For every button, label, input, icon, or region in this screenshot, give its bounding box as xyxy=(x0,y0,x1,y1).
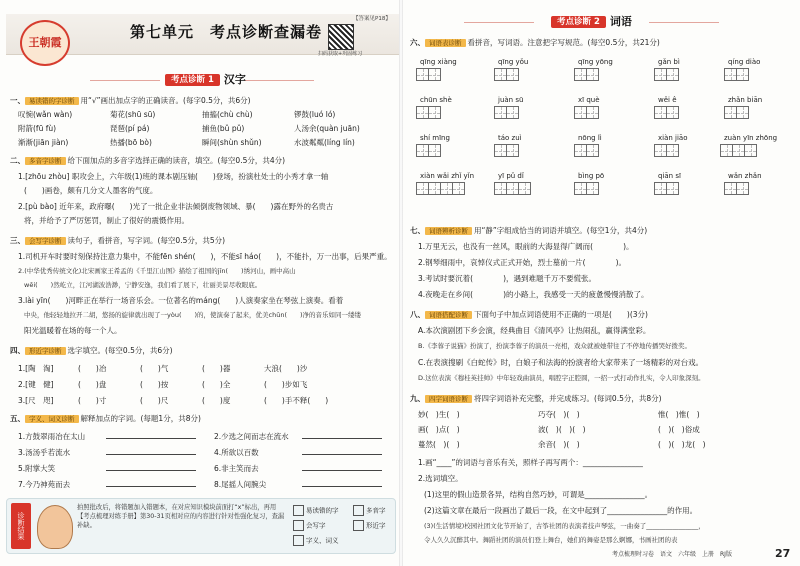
pinyin-label: juàn sū xyxy=(498,96,524,104)
q4-blank[interactable]: ( )按 xyxy=(140,380,169,389)
question-8: 八、 词语搭配诊断 下面句子中加点词语使用不正确的一项是( )(3分) xyxy=(410,310,648,319)
q5-item[interactable]: 4.所欲以百数 xyxy=(214,448,382,457)
q4-blank[interactable]: ( )盘 xyxy=(78,380,107,389)
pinyin-label: qíng diào xyxy=(728,58,761,66)
writing-box[interactable] xyxy=(655,182,679,195)
qr-code-icon[interactable] xyxy=(328,24,354,50)
q3-tag: 会写字诊断 xyxy=(25,237,66,245)
pinyin-label: xī què xyxy=(578,96,600,104)
writing-box[interactable] xyxy=(575,144,599,157)
q1-item[interactable]: 人汤余(quàn juān) xyxy=(294,124,360,133)
writing-box[interactable] xyxy=(417,106,441,119)
logo-text: 王朝霞 xyxy=(28,36,62,50)
q7-item[interactable]: 4.夜晚走在乡间( )的小路上，我感受一天的疲惫慢慢消散了。 xyxy=(418,290,649,299)
writing-box[interactable] xyxy=(495,144,519,157)
q9-text: 将四字词语补充完整，并完成练习。(每词0.5分，共8分) xyxy=(474,394,662,403)
q8-option[interactable]: C.在表演搜刷《白蛇传》时，白娘子和法海的扮演者给大家带来了一场精彩的对台戏。 xyxy=(418,358,704,367)
writing-box[interactable] xyxy=(495,106,519,119)
q7-text: 用“静”字组成恰当的词语并填空。(每空1分，共4分) xyxy=(474,226,648,235)
writing-box[interactable] xyxy=(417,182,465,195)
q3-line[interactable]: 1.司机开车时要时刻保持注意力集中，不能fēn shén( )，不能sī háo( )，不能扑，万一出事，后果严重。 xyxy=(18,252,392,261)
q1-item[interactable]: 瞬间(shùn shǔn) xyxy=(202,138,262,147)
q9-sub: 2.选词填空。 xyxy=(418,474,463,483)
q4-blank[interactable]: ( )全 xyxy=(202,380,231,389)
q6-text: 看拼音，写词语。注意把字写规范。(每空0.5分，共21分) xyxy=(467,38,660,47)
pinyin-label: gǎn bì xyxy=(658,58,680,66)
student-avatar-icon xyxy=(37,505,73,549)
writing-box[interactable] xyxy=(655,68,679,81)
q4-choices: 3.[尺 咫] xyxy=(18,396,54,405)
writing-box[interactable] xyxy=(495,182,531,195)
section-divider xyxy=(464,22,534,23)
pinyin-label: wǎn zhǎn xyxy=(728,172,762,180)
q4-blank[interactable]: ( )气 xyxy=(140,364,169,373)
q3-text: 读句子，看拼音，写字词。(每空0.5分，共5分) xyxy=(67,236,226,245)
writing-cell[interactable] xyxy=(586,68,599,81)
q9-row xyxy=(418,410,700,419)
answer-page-tag: 【答案见P18】 xyxy=(353,16,391,22)
writing-cell[interactable] xyxy=(506,106,519,119)
q4-row xyxy=(18,396,328,405)
pinyin-label: xiàn wǎi zhǐ yǐn xyxy=(420,172,475,180)
pinyin-label: zuàn yīn zhōng xyxy=(724,134,778,142)
section-divider xyxy=(90,80,160,81)
q5-item[interactable]: 2.少选之间而志在流水 xyxy=(214,432,382,441)
pinyin-label: xiàn jiāo xyxy=(658,134,688,142)
writing-cell[interactable] xyxy=(428,144,441,157)
writing-cell[interactable] xyxy=(518,182,531,195)
writing-cell[interactable] xyxy=(428,106,441,119)
writing-cell[interactable] xyxy=(506,68,519,81)
q9-sub[interactable]: (1)这里的假山造景各异，结构自然巧妙，可谓是________________。 xyxy=(424,490,653,499)
q6-tag: 词语表诊断 xyxy=(425,39,466,47)
q2-tag: 多音字诊断 xyxy=(25,157,66,165)
q7-item[interactable]: 2.钢琴细雨中，哀悼仪式正式开始，烈士墓前一片( )。 xyxy=(418,258,627,267)
writing-cell[interactable] xyxy=(586,144,599,157)
q1-row xyxy=(18,124,360,133)
writing-cell[interactable] xyxy=(736,106,749,119)
pinyin-label: táo zuì xyxy=(498,134,522,142)
idiom-blank[interactable]: 妙( )生( ) xyxy=(418,410,460,419)
section-divider xyxy=(244,80,314,81)
checkbox-icon xyxy=(293,520,304,531)
right-page xyxy=(404,0,798,566)
idiom-blank[interactable]: 波( )( )( ) xyxy=(538,425,586,434)
q9-sub[interactable]: (2)这篇文章在最后一段画出了最后一段，在文中起到了________________的作用。 xyxy=(424,506,698,515)
section2-pill: 考点诊断 2 xyxy=(551,16,606,29)
pinyin-label: shí mīng xyxy=(420,134,450,142)
idiom-blank[interactable]: 惟( )惟( ) xyxy=(658,410,700,419)
tip-text: 拍照批改后，将错题加入错题本，在对应知识模块前面打“x”标出，再用【考点梳理对练手册】第30-31页相对应的内容进行针对性强化复习，查漏补缺。 xyxy=(77,504,285,530)
q1-row xyxy=(18,110,335,119)
question-1: 一、 易读错的字诊断 用“√”画出加点字的正确读音。(每字0.5分，共6分) xyxy=(10,96,251,105)
pinyin-label: wěi ê xyxy=(658,96,677,104)
q3-line[interactable]: 中央，他轻轻地拉开二胡，悠扬的旋律就出现了一yòu( )的，使演奏了起来，优美chūn( )净的音乐如同一缕缕 xyxy=(24,311,362,319)
writing-box[interactable] xyxy=(495,68,519,81)
idiom-blank[interactable]: ( )( )俗成 xyxy=(658,425,700,434)
question-2: 二、 多音字诊断 给下面加点的多音字选择正确的读音，填空。(每空0.5分，共4分) xyxy=(10,156,286,165)
check-item[interactable]: 会写字 xyxy=(293,520,326,531)
q4-blank[interactable]: ( )器 xyxy=(202,364,231,373)
writing-cell[interactable] xyxy=(666,106,679,119)
writing-cell[interactable] xyxy=(506,144,519,157)
section1-pill: 考点诊断 1 xyxy=(165,74,220,87)
pinyin-label: bìng pō xyxy=(578,172,605,180)
writing-box[interactable] xyxy=(575,106,599,119)
q3-line: 阳光温暖着在场的每一个人。 xyxy=(24,326,122,335)
q4-blank[interactable]: ( )度 xyxy=(202,396,231,405)
pinyin-label: qīng xiàng xyxy=(420,58,457,66)
writing-cell[interactable] xyxy=(744,144,757,157)
question-3: 三、 会写字诊断 读句子，看拼音，写字词。(每空0.5分，共5分) xyxy=(10,236,226,245)
pinyin-label: qīng yǒu xyxy=(498,58,529,66)
q9-sub[interactable]: (3)(生活情境)校园社团文化节开始了，古筝社团的表演者技声琴弦，一曲奏了________________， xyxy=(424,522,705,530)
q3-line[interactable]: 3.lài yīn( )河畔正在举行一场音乐会。一位著名的máng( )人演奏家坐在琴弦上演奏。看着 xyxy=(18,296,344,305)
q5-item[interactable]: 6.非主笑而去 xyxy=(214,464,382,473)
q9-tag: 四字词语诊断 xyxy=(425,395,472,403)
section1-header xyxy=(165,73,246,87)
writing-cell[interactable] xyxy=(428,68,441,81)
q2-line[interactable]: 2.[pù bào] 近年来，政府曝( )光了一批企业非法倾倒废物领域、暴( )露在野外的名贵古 xyxy=(18,202,334,211)
writing-box[interactable] xyxy=(655,144,679,157)
writing-cell[interactable] xyxy=(736,68,749,81)
writing-cell[interactable] xyxy=(666,182,679,195)
title-bar xyxy=(6,14,400,55)
writing-box[interactable] xyxy=(417,144,441,157)
q4-blank[interactable]: ( )步如飞 xyxy=(264,380,308,389)
q2-line[interactable]: ( )画卷，颇有几分文人墨客的气度。 xyxy=(24,186,158,195)
writing-cell[interactable] xyxy=(736,182,749,195)
q8-text: 下面句子中加点词语使用不正确的一项是( )(3分) xyxy=(474,310,648,319)
q1-tag: 易读错的字诊断 xyxy=(25,97,79,105)
q5-item[interactable]: 3.汤汤乎若流水 xyxy=(18,448,196,457)
checkbox-icon xyxy=(293,505,304,516)
pinyin-label: qiān sī xyxy=(658,172,681,180)
q8-option[interactable]: A.本次演剧团下乡会演，经典曲目《清风亭》让热闹乱，赢得满堂彩。 xyxy=(418,326,651,335)
q4-blank[interactable]: 大浪( )沙 xyxy=(264,364,308,373)
checkbox-icon xyxy=(293,535,304,546)
diagnosis-tip-box xyxy=(6,498,396,554)
diagnosis-badge: 诊断结果 xyxy=(11,503,31,549)
q1-item[interactable]: 菊花(shū sū) xyxy=(110,110,156,119)
section2-header xyxy=(551,15,632,29)
q5-text: 解释加点的字词。(每题1分，共8分) xyxy=(80,414,201,423)
q4-blank[interactable]: ( )手不释( ) xyxy=(264,396,329,405)
idiom-blank[interactable]: ( )( )龙( ) xyxy=(658,440,706,449)
writing-cell[interactable] xyxy=(586,106,599,119)
pinyin-label: zhǎn biān xyxy=(728,96,763,104)
writing-box[interactable] xyxy=(721,144,757,157)
q2-line[interactable]: 1.[zhōu zhòu] 职攻会上，六年级(1)班的课本剧压轴( )登场，扮演杜处士的小秀才拿一轴 xyxy=(18,172,329,181)
writing-cell[interactable] xyxy=(666,144,679,157)
idiom-blank[interactable]: 巧夺( )( ) xyxy=(538,410,580,419)
q5-item[interactable]: 8.尾摇人间腕尖 xyxy=(214,480,382,489)
q8-option[interactable]: B.《李蓉子说猫》扮演了，扮演李蓉子的演员一亮相，戏众就被她带往了不停地传播哭好拨奖。 xyxy=(418,342,692,350)
idiom-blank[interactable]: 蔓然( )( ) xyxy=(418,440,460,449)
q5-item[interactable]: 7.今乃神苑而去 xyxy=(18,480,196,489)
writing-box[interactable] xyxy=(575,182,599,195)
checkbox-icon xyxy=(353,505,364,516)
question-9: 九、 四字词语诊断 将四字词语补充完整，并完成练习。(每词0.5分，共8分) xyxy=(410,394,662,403)
q7-item[interactable]: 1.万里无云，也没有一丝风，眼前的大海显得广阔而( )。 xyxy=(418,242,634,251)
question-6: 六、 词语表诊断 看拼音，写词语。注意把字写规范。(每空0.5分，共21分) xyxy=(410,38,660,47)
page-number: 27 xyxy=(775,547,791,560)
writing-box[interactable] xyxy=(417,68,441,81)
writing-box[interactable] xyxy=(725,68,749,81)
q5-item[interactable]: 1.方鼓翠雨冶在太山 xyxy=(18,432,196,441)
q1-item[interactable]: 叹惋(wǎn wàn) xyxy=(18,110,73,119)
q9-row xyxy=(418,425,700,434)
q4-blank[interactable]: ( )寸 xyxy=(78,396,107,405)
pinyin-label: yī pǔ dǐ xyxy=(498,172,524,180)
q8-option[interactable]: D.这位表演《穆桂英挂帅》中年轻戏曲演员，唱腔字正腔圆，一招一式打动作扎实，令人印象深刻。 xyxy=(418,374,705,382)
page-footer: 考点梳理时习卷 语文 六年级 上册 RJ版 xyxy=(612,551,732,558)
check-item[interactable]: 多音字 xyxy=(353,505,386,516)
writing-cell[interactable] xyxy=(452,182,465,195)
q4-choices: 1.[陶 淘] xyxy=(18,364,54,373)
q2-line: 将，并给予了严厉惩罚，制止了很好的震慑作用。 xyxy=(24,216,189,225)
q4-text: 选字填空。(每空0.5分，共6分) xyxy=(67,346,173,355)
pinyin-label: qīng yōng xyxy=(578,58,613,66)
q9-sub: 令人久久沉醉其中。舞蹈社团的演员们登上舞台，她们的舞姿是那么婀娜，书画社团的表 xyxy=(424,536,678,544)
check-item[interactable]: 字义、词义 xyxy=(293,535,339,546)
question-4: 四、 形近字诊断 选字填空。(每空0.5分，共6分) xyxy=(10,346,173,355)
check-item[interactable]: 易读错的字 xyxy=(293,505,339,516)
q1-item[interactable]: 水波粼粼(líng lín) xyxy=(294,138,355,147)
q2-text: 给下面加点的多音字选择正确的读音，填空。(每空0.5分，共4分) xyxy=(67,156,286,165)
q1-item[interactable]: 附箭(fū fù) xyxy=(18,124,57,133)
q1-item[interactable]: 锣鼓(luó ló) xyxy=(294,110,336,119)
q1-item[interactable]: 热播(bō bò) xyxy=(110,138,152,147)
check-item[interactable]: 形近字 xyxy=(353,520,386,531)
idiom-blank[interactable]: 余音( )( ) xyxy=(538,440,580,449)
q4-blank[interactable]: ( )尺 xyxy=(140,396,169,405)
pinyin-label: chūn shè xyxy=(420,96,452,104)
publisher-logo xyxy=(20,20,70,66)
q1-item[interactable]: 琵琶(pí pá) xyxy=(110,124,150,133)
q1-text: 用“√”画出加点字的正确读音。(每字0.5分，共6分) xyxy=(80,96,251,105)
page-title: 第七单元 考点诊断查漏卷 xyxy=(130,23,323,41)
section1-name: 汉字 xyxy=(223,73,246,86)
q1-item[interactable]: 捕鱼(bǔ pǔ) xyxy=(202,124,245,133)
q4-row xyxy=(18,380,307,389)
q1-item[interactable]: 渐渐(jiān jiàn) xyxy=(18,138,69,147)
writing-box[interactable] xyxy=(725,106,749,119)
q3-line[interactable]: 2.(中华优秀传统文化)北宋画家王希孟的《千里江山图》描绘了祖国的jīn( )绣河山，画中高山 xyxy=(18,267,296,275)
section-divider xyxy=(649,22,719,23)
q4-choices: 2.[键 健] xyxy=(18,380,54,389)
q4-tag: 形近字诊断 xyxy=(25,347,66,355)
book-spine xyxy=(399,0,403,566)
q5-tag: 字义、词义诊断 xyxy=(25,415,79,423)
q5-item[interactable]: 5.附掌大笑 xyxy=(18,464,196,473)
idiom-blank[interactable]: 画( )点( ) xyxy=(418,425,460,434)
writing-cell[interactable] xyxy=(586,182,599,195)
q1-item[interactable]: 抽搐(chù chù) xyxy=(202,110,253,119)
section2-name: 词语 xyxy=(609,15,632,28)
question-7: 七、 词语辨析诊断 用“静”字组成恰当的词语并填空。(每空1分，共4分) xyxy=(410,226,648,235)
q8-tag: 词语搭配诊断 xyxy=(425,311,472,319)
writing-cell[interactable] xyxy=(666,68,679,81)
writing-box[interactable] xyxy=(725,182,749,195)
pinyin-label: nōng lì xyxy=(578,134,602,142)
q4-blank[interactable]: ( )冶 xyxy=(78,364,107,373)
checkbox-icon xyxy=(353,520,364,531)
q7-tag: 词语辨析诊断 xyxy=(425,227,472,235)
writing-box[interactable] xyxy=(575,68,599,81)
q1-row xyxy=(18,138,355,147)
qr-caption: 扫码获取+巩固练习 xyxy=(318,51,363,57)
q7-item[interactable]: 3.考试时要沉着( )，遇到难题千万不要慌张。 xyxy=(418,274,597,283)
writing-box[interactable] xyxy=(655,106,679,119)
question-5: 五、 字义、词义诊断 解释加点的字词。(每题1分，共8分) xyxy=(10,414,201,423)
q9-row xyxy=(418,440,706,449)
q4-row xyxy=(18,364,307,373)
q3-line[interactable]: wēi( )然屹立，江河湖波浩渺，宁静安逸，我们看了展下，壮丽美景尽收眼底。 xyxy=(24,281,262,289)
q9-sub[interactable]: 1.画“____”的词语与音乐有关，照样子再写两个：________________ xyxy=(418,458,643,467)
